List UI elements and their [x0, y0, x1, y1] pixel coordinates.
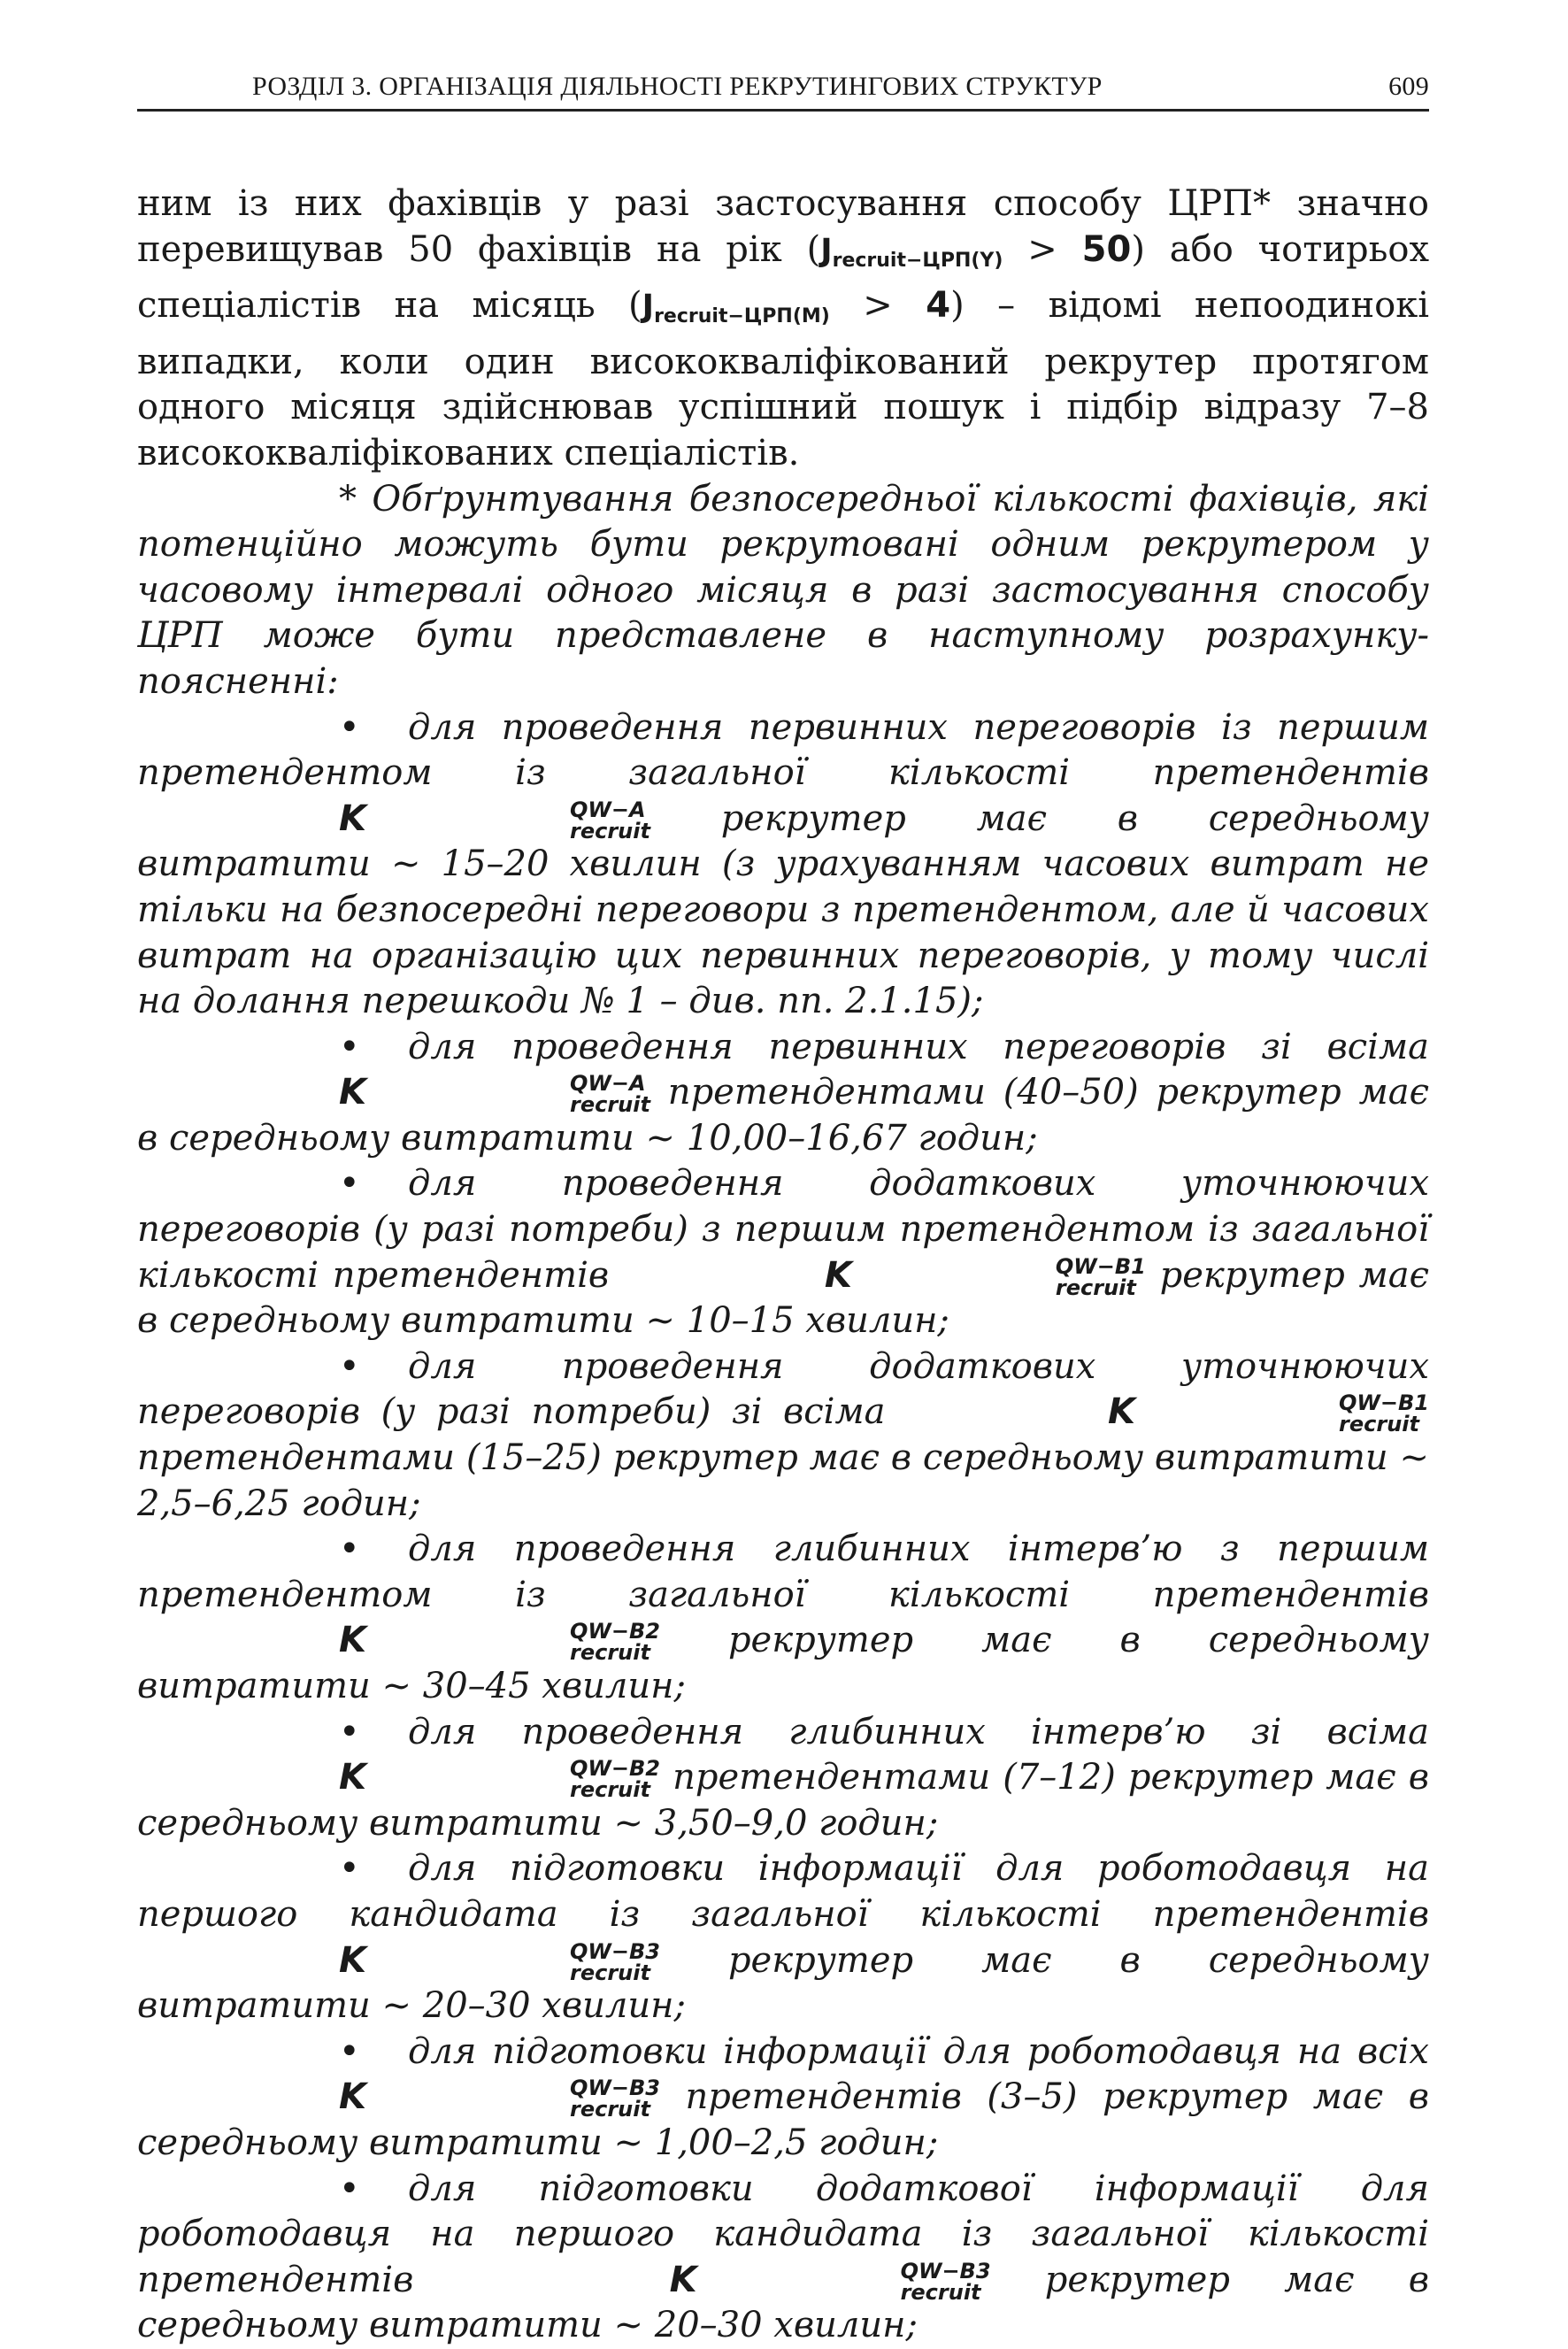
intro-text-1: ним із них фахівців у разі застосування способу ЦРП* значно перевищував 50 фахівців на рік (	[137, 183, 1429, 270]
bullet-item: • для підготовки інформації для роботодавця на першого кандидата із загальної кількості претендентів K QW−B3 recruit рекрутер має в середньому витратити ~ 20–30 хвилин;	[137, 1846, 1429, 2029]
intro-text-3: ) – відомі непоодинокі випадки, коли один висококваліфікований рекрутер протягом одного місяця здійснював успішний пошук і підбір відразу 7–8 висококваліфікованих спеціалістів.	[137, 285, 1429, 474]
intro-paragraph	[137, 181, 1429, 477]
bullet-item: • для проведення первинних переговорів зі всіма K QW−A recruit претендентами (40–50) рекрутер має в середньому витратити ~ 10,00–16,67 годин;	[137, 1025, 1429, 1162]
k-recruit-qw-b3: K QW−B3 recruit	[339, 2076, 660, 2122]
bullet-item: • для проведення первинних переговорів із першим претендентом із загальної кількості претендентів K QW−A recruit рекрутер має в середньому витратити ~ 15–20 хвилин (з урахуванням часових витрат не тільки на безпосередні переговори з претендентом, але й часових витрат на організацію цих первинних переговорів, у тому числі на долання перешкоди № 1 – див. пп. 2.1.15);	[137, 705, 1429, 1025]
k-recruit-qw-b2: K QW−B2 recruit	[339, 1756, 660, 1803]
footnote-intro: * Обґрунтування безпосередньої кількості фахівців, які потенційно можуть бути рекрутовані одним рекрутером у часовому інтервалі одного місяця в разі застосування способу ЦРП може бути представлене в наступному розрахунку-поясненні:	[137, 478, 1429, 702]
bullet-item: • для проведення глибинних інтерв’ю з першим претендентом із загальної кількості претендентів K QW−B2 recruit рекрутер має в середньому витратити ~ 30–45 хвилин;	[137, 1527, 1429, 1709]
j-recruit-year: $J_{recruit-ЦРП(Y)}$	[820, 232, 1003, 272]
gt-sign-2: >	[829, 285, 926, 327]
bullet-item: • для проведення додаткових уточнюючих переговорів (у разі потреби) зі всіма K QW−B1 recruit претендентами (15–25) рекрутер має в середньому витратити ~ 2,5–6,25 годин;	[137, 1344, 1429, 1527]
page-number: 609	[1388, 72, 1429, 101]
bullet-item: • для проведення глибинних інтерв’ю зі всіма K QW−B2 recruit претендентами (7–12) рекрутер має в середньому витратити ~ 3,50–9,0 годин;	[137, 1710, 1429, 1847]
bullet-item: • для проведення додаткових уточнюючих переговорів (у разі потреби) з першим претендентом із загальної кількості претендентів K QW−B1 recruit рекрутер має в середньому витратити ~ 10–15 хвилин;	[137, 1161, 1429, 1344]
gt-sign-1: >	[1003, 228, 1082, 270]
k-recruit-qw-a: K QW−A recruit	[339, 797, 650, 843]
k-recruit-qw-b1: K QW−B1 recruit	[824, 1253, 1146, 1300]
k-recruit-qw-b3: K QW−B3 recruit	[339, 1938, 660, 1985]
value-50: 50	[1081, 228, 1132, 270]
intro-text-2: ) або чотирьох спеціалістів на місяць (	[137, 228, 1430, 327]
value-4: 4	[926, 285, 951, 327]
section-title: РОЗДІЛ 3. ОРГАНІЗАЦІЯ ДІЯЛЬНОСТІ РЕКРУТИНГОВИХ СТРУКТУР	[252, 72, 1103, 101]
k-recruit-qw-b3: K QW−B3 recruit	[669, 2258, 991, 2305]
k-recruit-qw-a: K QW−A recruit	[339, 1071, 650, 1118]
k-recruit-qw-b1: K QW−B1 recruit	[1108, 1390, 1429, 1437]
j-recruit-month: $J_{recruit-ЦРП(M)}$	[642, 289, 830, 328]
k-recruit-qw-b2: K QW−B2 recruit	[339, 1619, 660, 1666]
bullet-item: • для підготовки додаткової інформації для роботодавця на першого кандидата із загальної кількості претендентів K QW−B3 recruit рекрутер має в середньому витратити ~ 20–30 хвилин;	[137, 2167, 1429, 2349]
page-body	[137, 181, 1429, 2349]
running-header	[137, 58, 1429, 112]
bullet-item: • для підготовки інформації для роботодавця на всіх K QW−B3 recruit претендентів (3–5) рекрутер має в середньому витратити ~ 1,00–2,5 годин;	[137, 2029, 1429, 2167]
